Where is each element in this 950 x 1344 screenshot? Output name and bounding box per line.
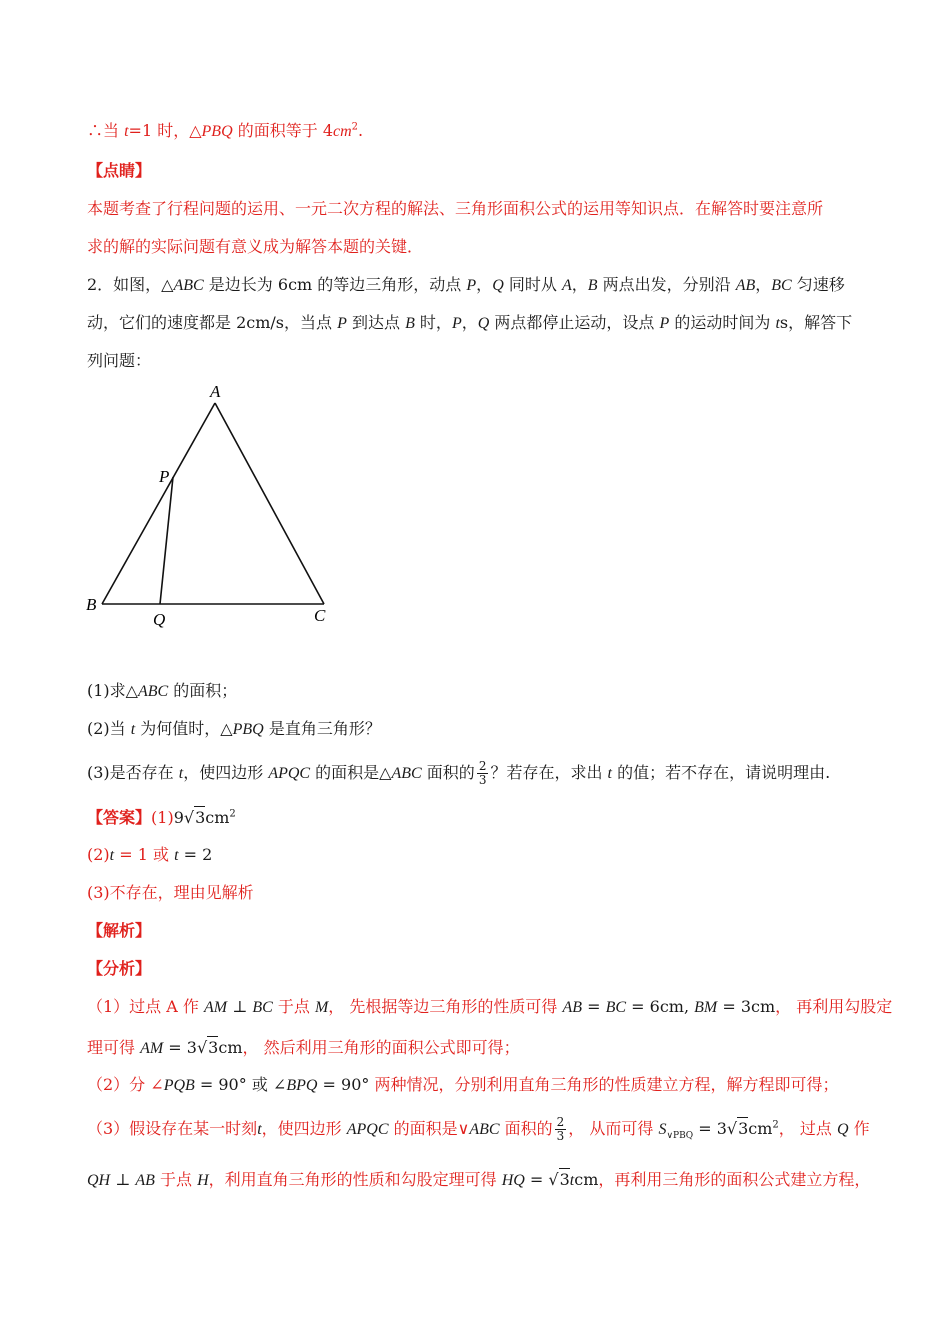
side-ab	[102, 403, 215, 604]
text: = 2	[178, 845, 213, 864]
text: ， 从而可得	[568, 1119, 659, 1138]
text: .	[358, 121, 364, 140]
var: AM	[140, 1040, 164, 1057]
var: t	[775, 315, 780, 332]
analysis-line-2: 理可得 AM = 3√3cm， 然后利用三角形的面积公式即可得；	[87, 1038, 520, 1057]
superscript: 2	[772, 1119, 779, 1131]
analysis-line-1	[87, 996, 892, 1019]
unit: cm	[748, 1119, 773, 1138]
var: Q	[477, 315, 490, 332]
var: B	[587, 277, 598, 294]
text: 是直角三角形？	[263, 719, 381, 738]
conclusion-line	[87, 120, 363, 143]
analysis-line-5: QH ⊥ AB 于点 H，利用直角三角形的性质和勾股定理可得 HQ = √3tcm，再利用三角形的面积公式建立方程，	[87, 1170, 871, 1189]
text: ？若存在，求出	[490, 763, 608, 782]
answer-line-2	[87, 844, 212, 867]
text: ， 然后利用三角形的面积公式即可得；	[242, 1038, 520, 1057]
analysis-line-3	[87, 1074, 838, 1097]
var: t	[257, 1121, 262, 1138]
var: M	[314, 999, 329, 1016]
text: ，	[755, 275, 772, 294]
text: 匀速移	[791, 275, 845, 294]
dianjing-line-2: 求的解的实际问题有意义成为解答本题的关键．	[87, 237, 424, 256]
var: ABC	[469, 1121, 500, 1138]
text: ⊥	[110, 1170, 136, 1189]
unit: cm	[205, 808, 230, 827]
radicand: 3	[559, 1170, 570, 1189]
text: 两点出发，分别沿	[597, 275, 736, 294]
text: = 3	[693, 1119, 727, 1138]
text: = 90° 或 ∠	[194, 1075, 287, 1094]
var: P	[466, 277, 477, 294]
var: P	[659, 315, 670, 332]
text: 同时从	[503, 275, 562, 294]
text: 的面积是△	[310, 763, 392, 782]
question-2	[87, 718, 381, 741]
text: 是边长为 6cm 的等边三角形，动点	[203, 275, 467, 294]
text: （1）过点 A 作	[87, 997, 204, 1016]
text: 的运动时间为	[669, 313, 776, 332]
answer-line-1: 【答案】$(1)9√3cm^2$	[87, 808, 236, 827]
radicand: 3	[208, 1038, 219, 1057]
numerator: 2	[556, 1115, 565, 1129]
text: 作	[848, 1119, 870, 1138]
text: （2）分 ∠	[87, 1075, 164, 1094]
var: BC	[252, 999, 273, 1016]
text: （3）假设存在某一时刻	[87, 1119, 258, 1138]
var: AB	[562, 999, 583, 1016]
radicand: 3	[195, 808, 206, 827]
subscript: ∨PBQ	[666, 1131, 694, 1142]
var-t: t	[124, 123, 129, 140]
text: 面积的	[499, 1119, 553, 1138]
var: S	[658, 1121, 667, 1138]
text: ，利用直角三角形的性质和勾股定理可得	[208, 1170, 502, 1189]
dianjing-line-1: 本题考查了行程问题的运用、一元二次方程的解法、三角形面积公式的运用等知识点．在解答时要注意所	[87, 199, 824, 218]
unit: cm	[574, 1170, 599, 1189]
text: = 90°	[317, 1075, 370, 1094]
triangle-figure	[80, 375, 340, 635]
denominator: 3	[478, 773, 487, 787]
text: = 6cm,	[626, 997, 695, 1016]
text: 于点	[154, 1170, 198, 1189]
text: 时，	[414, 313, 452, 332]
text: 的面积是∨	[388, 1119, 470, 1138]
var: PQB	[163, 1077, 195, 1094]
text: (1)	[151, 808, 174, 827]
text: = 3	[163, 1038, 197, 1057]
text: ⊥	[227, 997, 253, 1016]
text: 的值；若不存在，请说明理由.	[612, 763, 831, 782]
text: ，再利用三角形的面积公式建立方程，	[598, 1170, 871, 1189]
text: 为何值时，△	[135, 719, 233, 738]
var: t	[607, 765, 612, 782]
text: 两点都停止运动，设点	[489, 313, 660, 332]
var: ABC	[173, 277, 204, 294]
unit: cm	[218, 1038, 243, 1057]
var: HQ	[501, 1172, 525, 1189]
var-pbq: PBQ	[201, 123, 233, 140]
problem-line-1	[87, 274, 845, 297]
fraction-two-thirds	[477, 760, 489, 787]
text: (1)求△	[87, 681, 138, 700]
text: ，使四边形	[261, 1119, 347, 1138]
text: ， 过点	[778, 1119, 837, 1138]
text: 于点	[272, 997, 315, 1016]
text: 理可得	[87, 1038, 141, 1057]
unit-cm: cm	[333, 123, 352, 140]
var: AB	[735, 277, 756, 294]
var: APQC	[268, 765, 311, 782]
question-3	[87, 760, 830, 787]
var: ABC	[137, 683, 169, 700]
text: 两种情况，分别利用直角三角形的性质建立方程，解方程即可得；	[369, 1075, 839, 1094]
var: A	[561, 277, 572, 294]
var: t	[569, 1172, 575, 1189]
text: 的面积；	[168, 681, 238, 700]
var: AB	[135, 1172, 155, 1189]
text: 9	[173, 808, 184, 827]
side-ac	[215, 403, 324, 604]
var: Q	[836, 1121, 849, 1138]
text: (2)	[87, 845, 110, 864]
var: BC	[771, 277, 792, 294]
var: t	[109, 847, 115, 864]
var: t	[174, 847, 179, 864]
text: ， 先根据等边三角形的性质可得	[328, 997, 563, 1016]
dianjing-title: 【点睛】	[87, 161, 152, 180]
text: =1 时，△	[128, 121, 202, 140]
var: P	[451, 315, 462, 332]
denominator: 3	[556, 1129, 565, 1143]
text: 到达点	[346, 313, 406, 332]
text: ，使四边形	[183, 763, 269, 782]
label-b: B	[86, 595, 97, 614]
problem-line-2	[87, 312, 852, 335]
text: = 3cm	[717, 997, 776, 1016]
var: t	[178, 765, 184, 782]
var: AM	[204, 999, 228, 1016]
text: ∴当	[87, 121, 125, 140]
label-p: P	[159, 467, 170, 486]
text: (3)是否存在	[87, 763, 179, 782]
text: =	[524, 1170, 549, 1189]
var: APQC	[346, 1121, 389, 1138]
radicand: 3	[738, 1119, 749, 1138]
answer-line-3: (3)不存在，理由见解析	[87, 883, 254, 902]
text: ，	[476, 275, 493, 294]
text: ，	[571, 275, 588, 294]
jiexi-title: 【解析】	[87, 921, 152, 940]
var: Q	[492, 277, 504, 294]
var: QH	[87, 1172, 111, 1189]
answer-title: 【答案】	[87, 808, 152, 827]
text: =	[582, 997, 606, 1016]
label-q: Q	[153, 610, 166, 629]
problem-line-3: 列问题：	[87, 351, 152, 370]
text: 动，它们的速度都是 2cm/s，当点	[87, 313, 338, 332]
var: PBQ	[232, 721, 264, 738]
analysis-line-4: （3）假设存在某一时刻t，使四边形 APQC 的面积是∨ABC 面积的 $\frac{2}{3}$ ， 从而可得 $S_{\vee PBQ} = 3√3cm^2$， 过点 Q 作	[87, 1115, 870, 1143]
var: B	[405, 315, 415, 332]
text: ，	[461, 313, 478, 332]
text: (2)当	[87, 719, 131, 738]
label-a: A	[210, 382, 221, 401]
var: BPQ	[286, 1077, 318, 1094]
superscript: 2	[351, 121, 359, 133]
var: P	[337, 315, 347, 332]
question-1	[87, 680, 237, 703]
fraction-two-thirds	[555, 1116, 567, 1143]
var: ABC	[391, 765, 422, 782]
superscript: 2	[229, 808, 236, 820]
label-c: C	[314, 606, 326, 625]
var: H	[197, 1172, 209, 1189]
text: 2．如图，△	[87, 275, 174, 294]
var: BM	[694, 999, 718, 1016]
text: s，解答下	[779, 313, 853, 332]
text: = 1 或	[114, 845, 175, 864]
text: ， 再利用勾股定	[775, 997, 893, 1016]
var: t	[130, 721, 136, 738]
fenxi-title: 【分析】	[87, 959, 152, 978]
text: 面积的	[421, 763, 475, 782]
numerator: 2	[478, 759, 487, 773]
var: BC	[605, 999, 627, 1016]
text: 的面积等于 4	[232, 121, 333, 140]
